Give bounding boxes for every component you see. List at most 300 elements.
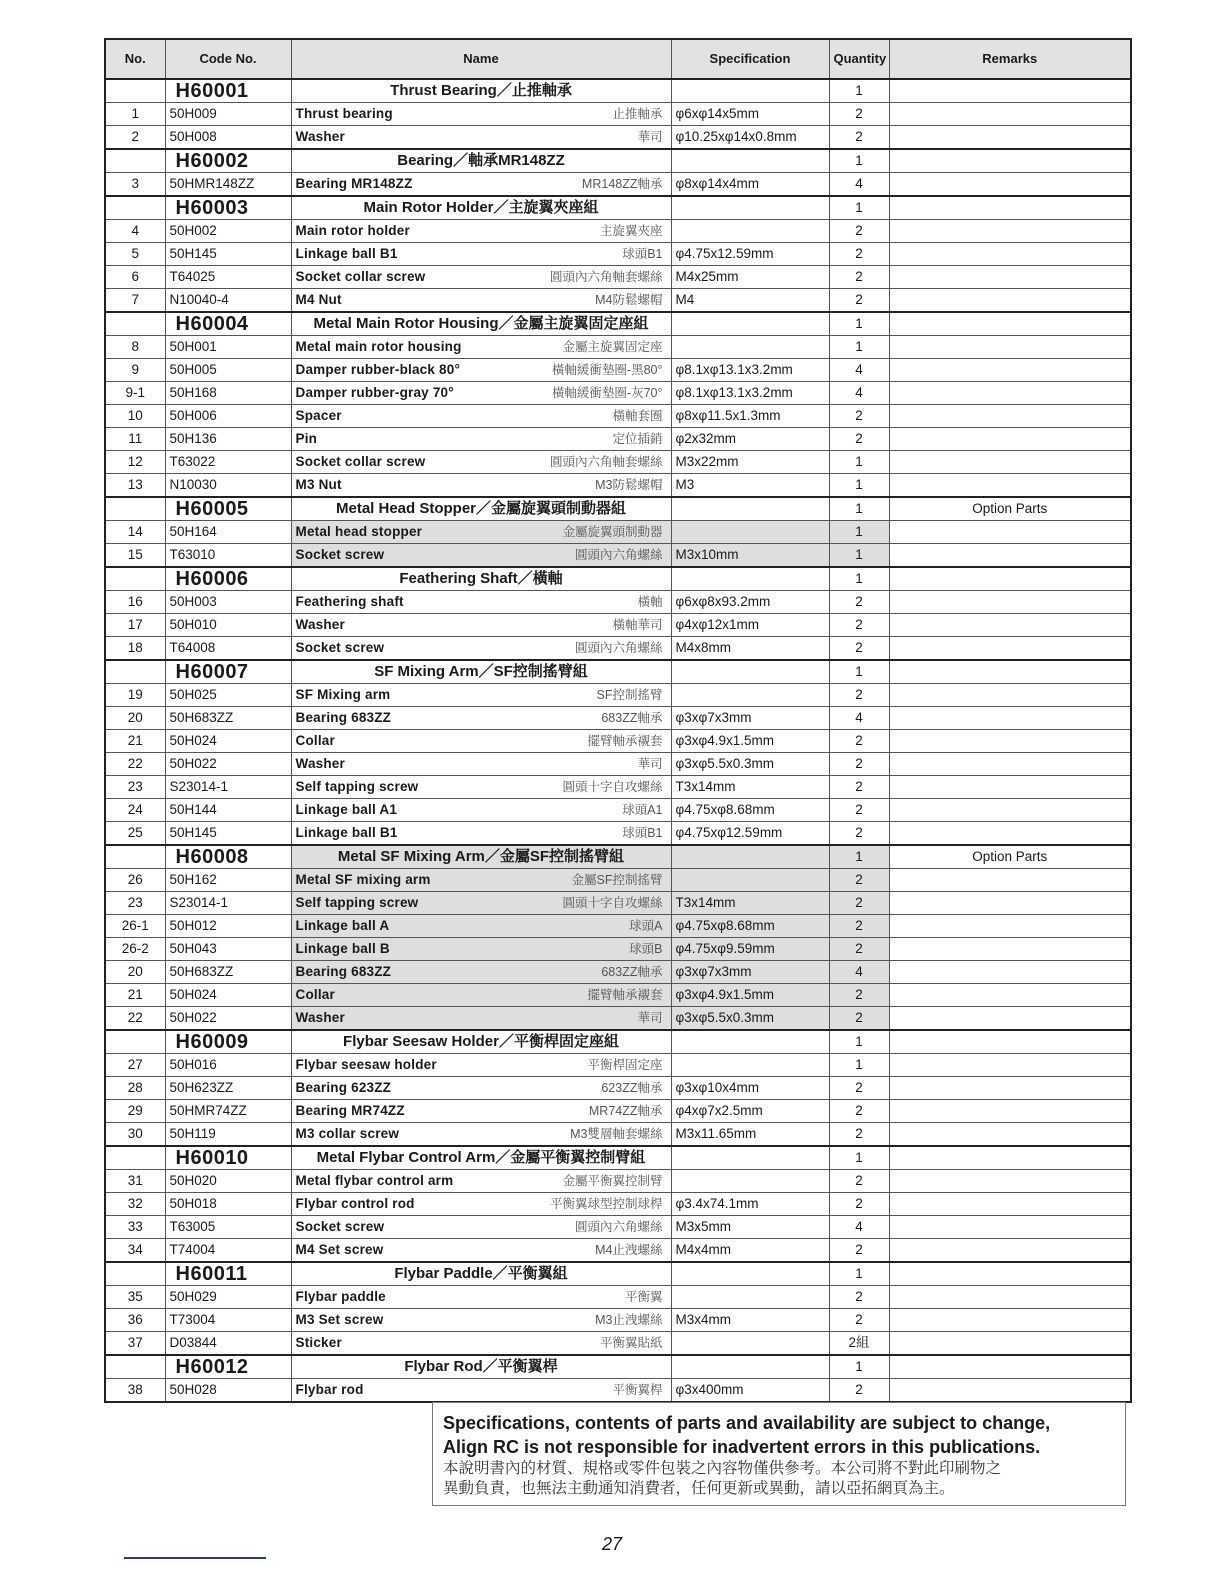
group-quantity: 1 xyxy=(829,1146,889,1170)
group-remarks xyxy=(889,149,1131,173)
parts-table-body xyxy=(105,79,1131,1402)
group-header-row xyxy=(105,79,1131,103)
part-name-en: Collar xyxy=(295,733,335,748)
row-remarks xyxy=(889,1123,1131,1147)
row-spec-cell xyxy=(671,567,829,591)
group-code: H60005 xyxy=(165,497,291,521)
part-name-zh: MR148ZZ軸承 xyxy=(581,177,663,191)
part-name-en: Linkage ball B1 xyxy=(295,825,398,840)
group-header-row xyxy=(105,567,1131,591)
row-quantity: 1 xyxy=(829,336,889,359)
row-spec: φ3.4x74.1mm xyxy=(671,1193,829,1216)
part-name-zh: 圓頭內六角螺絲 xyxy=(574,1220,663,1234)
row-quantity: 2 xyxy=(829,614,889,637)
row-spec: M4x25mm xyxy=(671,266,829,289)
group-code: H60003 xyxy=(165,196,291,220)
part-name-en: Bearing MR148ZZ xyxy=(295,176,413,191)
row-spec-cell xyxy=(671,1262,829,1286)
row-remarks xyxy=(889,1054,1131,1077)
part-name-en: Flybar rod xyxy=(295,1382,364,1397)
row-quantity: 4 xyxy=(829,173,889,197)
row-code: N10030 xyxy=(165,474,291,498)
part-name-zh: 橫軸套圈 xyxy=(612,409,663,423)
group-header-row xyxy=(105,149,1131,173)
row-name xyxy=(291,753,671,776)
part-name-zh: 金屬主旋翼固定座 xyxy=(562,340,663,354)
row-quantity: 2 xyxy=(829,869,889,892)
row-spec-cell xyxy=(671,1355,829,1379)
row-remarks xyxy=(889,451,1131,474)
row-code: 50H145 xyxy=(165,243,291,266)
row-no: 1 xyxy=(105,103,165,126)
table-row xyxy=(105,451,1131,474)
table-header-row xyxy=(105,39,1131,79)
part-name-en: Bearing 623ZZ xyxy=(295,1080,392,1095)
footer-rule xyxy=(124,1557,266,1559)
row-spec: M4x8mm xyxy=(671,637,829,661)
row-name xyxy=(291,266,671,289)
row-name xyxy=(291,405,671,428)
group-code: H60004 xyxy=(165,312,291,336)
table-row xyxy=(105,405,1131,428)
row-quantity: 2 xyxy=(829,915,889,938)
part-name-en: M4 Set screw xyxy=(295,1242,384,1257)
row-code: 50H119 xyxy=(165,1123,291,1147)
part-name-en: Bearing MR74ZZ xyxy=(295,1103,405,1118)
group-remarks xyxy=(889,1355,1131,1379)
group-name: SF Mixing Arm／SF控制搖臂組 xyxy=(291,660,671,684)
row-no: 32 xyxy=(105,1193,165,1216)
row-no: 12 xyxy=(105,451,165,474)
row-code: 50H164 xyxy=(165,521,291,544)
row-spec xyxy=(671,1170,829,1193)
group-code: H60009 xyxy=(165,1030,291,1054)
table-row xyxy=(105,474,1131,498)
group-quantity: 1 xyxy=(829,567,889,591)
part-name-zh: 華司 xyxy=(637,130,663,144)
row-name xyxy=(291,1193,671,1216)
row-quantity: 2 xyxy=(829,103,889,126)
group-code: H60010 xyxy=(165,1146,291,1170)
part-name-zh: 球頭B1 xyxy=(622,826,663,840)
row-remarks xyxy=(889,173,1131,197)
row-no: 20 xyxy=(105,707,165,730)
part-name-zh: 球頭B1 xyxy=(622,247,663,261)
row-name xyxy=(291,220,671,243)
row-code: T64008 xyxy=(165,637,291,661)
row-no: 9-1 xyxy=(105,382,165,405)
row-remarks xyxy=(889,707,1131,730)
row-remarks xyxy=(889,243,1131,266)
row-remarks xyxy=(889,1379,1131,1403)
row-code: T63005 xyxy=(165,1216,291,1239)
part-name-en: Damper rubber-black 80° xyxy=(295,362,461,377)
row-code: 50HMR148ZZ xyxy=(165,173,291,197)
part-name-zh: 圓頭十字自攻螺絲 xyxy=(562,780,663,794)
row-no-cell xyxy=(105,567,165,591)
row-code: 50H018 xyxy=(165,1193,291,1216)
group-quantity: 1 xyxy=(829,1355,889,1379)
part-name-zh: 擺臂軸承襯套 xyxy=(587,988,663,1002)
row-remarks xyxy=(889,1100,1131,1123)
part-name-zh: 圓頭十字自攻螺絲 xyxy=(562,896,663,910)
row-code: 50H002 xyxy=(165,220,291,243)
group-quantity: 1 xyxy=(829,312,889,336)
row-spec-cell xyxy=(671,497,829,521)
row-spec: φ3xφ4.9x1.5mm xyxy=(671,984,829,1007)
row-name xyxy=(291,474,671,498)
row-no: 4 xyxy=(105,220,165,243)
row-no-cell xyxy=(105,149,165,173)
row-code: 50H623ZZ xyxy=(165,1077,291,1100)
row-no-cell xyxy=(105,196,165,220)
row-code: 50H162 xyxy=(165,869,291,892)
row-remarks xyxy=(889,336,1131,359)
group-code: H60011 xyxy=(165,1262,291,1286)
parts-list xyxy=(104,38,1130,1403)
group-name: Main Rotor Holder／主旋翼夾座組 xyxy=(291,196,671,220)
header-spec: Specification xyxy=(671,39,829,79)
row-no: 8 xyxy=(105,336,165,359)
row-no: 15 xyxy=(105,544,165,568)
table-row xyxy=(105,822,1131,846)
row-code: 50HMR74ZZ xyxy=(165,1100,291,1123)
row-remarks xyxy=(889,544,1131,568)
row-code: 50H025 xyxy=(165,684,291,707)
row-code: 50H001 xyxy=(165,336,291,359)
table-row xyxy=(105,428,1131,451)
row-no: 35 xyxy=(105,1286,165,1309)
row-name xyxy=(291,359,671,382)
row-spec xyxy=(671,1054,829,1077)
row-code: 50H144 xyxy=(165,799,291,822)
row-spec: T3x14mm xyxy=(671,892,829,915)
row-remarks xyxy=(889,405,1131,428)
part-name-zh: 平衡翼貼紙 xyxy=(599,1336,663,1350)
table-row xyxy=(105,1193,1131,1216)
row-no: 2 xyxy=(105,126,165,150)
row-remarks xyxy=(889,1309,1131,1332)
row-spec: T3x14mm xyxy=(671,776,829,799)
row-remarks xyxy=(889,1007,1131,1031)
group-remarks: Option Parts xyxy=(889,497,1131,521)
group-name: Metal SF Mixing Arm／金屬SF控制搖臂組 xyxy=(291,845,671,869)
row-no: 29 xyxy=(105,1100,165,1123)
row-no-cell xyxy=(105,845,165,869)
row-remarks xyxy=(889,869,1131,892)
row-no: 5 xyxy=(105,243,165,266)
group-name: Flybar Seesaw Holder／平衡桿固定座組 xyxy=(291,1030,671,1054)
part-name-en: Self tapping screw xyxy=(295,895,419,910)
row-code: 50H145 xyxy=(165,822,291,846)
row-name xyxy=(291,382,671,405)
group-code: H60001 xyxy=(165,79,291,103)
row-quantity: 2 xyxy=(829,822,889,846)
row-name xyxy=(291,730,671,753)
row-no: 25 xyxy=(105,822,165,846)
part-name-en: Spacer xyxy=(295,408,342,423)
header-name: Name xyxy=(291,39,671,79)
part-name-en: Socket screw xyxy=(295,1219,385,1234)
table-row xyxy=(105,776,1131,799)
row-spec xyxy=(671,1332,829,1356)
part-name-en: Linkage ball A xyxy=(295,918,390,933)
group-name: Metal Head Stopper／金屬旋翼頭制動器組 xyxy=(291,497,671,521)
part-name-en: Socket screw xyxy=(295,547,385,562)
row-quantity: 2 xyxy=(829,1100,889,1123)
row-name xyxy=(291,1170,671,1193)
row-no: 30 xyxy=(105,1123,165,1147)
part-name-zh: 擺臂軸承襯套 xyxy=(587,734,663,748)
table-row xyxy=(105,1309,1131,1332)
row-no: 17 xyxy=(105,614,165,637)
row-quantity: 2 xyxy=(829,753,889,776)
row-code: T64025 xyxy=(165,266,291,289)
row-quantity: 2 xyxy=(829,126,889,150)
row-spec: φ4.75xφ9.59mm xyxy=(671,938,829,961)
part-name-en: Socket collar screw xyxy=(295,269,426,284)
row-quantity: 2 xyxy=(829,591,889,614)
row-code: 50H683ZZ xyxy=(165,961,291,984)
row-code: 50H020 xyxy=(165,1170,291,1193)
row-code: T63010 xyxy=(165,544,291,568)
row-spec: φ2x32mm xyxy=(671,428,829,451)
row-no: 7 xyxy=(105,289,165,313)
group-header-row xyxy=(105,1030,1131,1054)
row-name xyxy=(291,822,671,846)
table-row xyxy=(105,961,1131,984)
part-name-zh: M4防鬆螺帽 xyxy=(595,293,663,307)
row-spec: φ4.75xφ8.68mm xyxy=(671,915,829,938)
table-row xyxy=(105,984,1131,1007)
row-name xyxy=(291,1216,671,1239)
row-code: D03844 xyxy=(165,1332,291,1356)
part-name-en: Flybar paddle xyxy=(295,1289,386,1304)
table-row xyxy=(105,382,1131,405)
row-no-cell xyxy=(105,1030,165,1054)
part-name-en: Linkage ball B1 xyxy=(295,246,398,261)
row-spec: φ3xφ7x3mm xyxy=(671,707,829,730)
row-quantity: 2 xyxy=(829,405,889,428)
row-remarks xyxy=(889,730,1131,753)
row-name xyxy=(291,103,671,126)
row-no-cell xyxy=(105,1146,165,1170)
part-name-en: Washer xyxy=(295,1010,345,1025)
row-quantity: 2 xyxy=(829,428,889,451)
group-remarks xyxy=(889,312,1131,336)
part-name-en: Washer xyxy=(295,129,345,144)
row-code: 50H168 xyxy=(165,382,291,405)
parts-table xyxy=(104,38,1132,1403)
row-spec: M3x10mm xyxy=(671,544,829,568)
row-no-cell xyxy=(105,1262,165,1286)
part-name-zh: 橫軸緩衝墊圈-黑80° xyxy=(551,363,663,377)
part-name-zh: 橫軸緩衝墊圈-灰70° xyxy=(551,386,663,400)
group-header-row xyxy=(105,1262,1131,1286)
row-name xyxy=(291,428,671,451)
row-name xyxy=(291,544,671,568)
part-name-zh: 金屬平衡翼控制臂 xyxy=(562,1174,663,1188)
row-quantity: 4 xyxy=(829,1216,889,1239)
row-no: 6 xyxy=(105,266,165,289)
row-no: 23 xyxy=(105,892,165,915)
row-code: 50H012 xyxy=(165,915,291,938)
table-row xyxy=(105,544,1131,568)
row-code: 50H029 xyxy=(165,1286,291,1309)
row-remarks xyxy=(889,1216,1131,1239)
row-remarks xyxy=(889,103,1131,126)
group-quantity: 1 xyxy=(829,149,889,173)
row-remarks xyxy=(889,776,1131,799)
table-row xyxy=(105,637,1131,661)
part-name-en: Collar xyxy=(295,987,335,1002)
row-remarks xyxy=(889,1077,1131,1100)
row-name xyxy=(291,707,671,730)
row-no-cell xyxy=(105,660,165,684)
part-name-en: Bearing 683ZZ xyxy=(295,710,392,725)
table-row xyxy=(105,1100,1131,1123)
part-name-en: Metal main rotor housing xyxy=(295,339,462,354)
part-name-zh: 球頭A1 xyxy=(622,803,663,817)
row-quantity: 2 xyxy=(829,1077,889,1100)
row-name xyxy=(291,1077,671,1100)
group-remarks: Option Parts xyxy=(889,845,1131,869)
row-quantity: 2 xyxy=(829,637,889,661)
row-spec-cell xyxy=(671,196,829,220)
header-no: No. xyxy=(105,39,165,79)
group-header-row xyxy=(105,312,1131,336)
disclaimer-en-line-2: Align RC is not responsible for inadvertent errors in this publications. xyxy=(443,1437,1041,1457)
table-row xyxy=(105,1077,1131,1100)
row-code: T63022 xyxy=(165,451,291,474)
row-quantity: 2 xyxy=(829,730,889,753)
row-no: 27 xyxy=(105,1054,165,1077)
row-spec-cell xyxy=(671,312,829,336)
part-name-en: M3 Set screw xyxy=(295,1312,384,1327)
row-no: 31 xyxy=(105,1170,165,1193)
row-code: 50H003 xyxy=(165,591,291,614)
row-remarks xyxy=(889,1193,1131,1216)
row-no: 10 xyxy=(105,405,165,428)
row-quantity: 1 xyxy=(829,1054,889,1077)
part-name-zh: 平衡翼桿 xyxy=(612,1383,663,1397)
row-spec xyxy=(671,336,829,359)
row-spec: M3x11.65mm xyxy=(671,1123,829,1147)
row-name xyxy=(291,799,671,822)
row-code: 50H022 xyxy=(165,1007,291,1031)
group-code: H60008 xyxy=(165,845,291,869)
group-remarks xyxy=(889,79,1131,103)
row-code: 50H043 xyxy=(165,938,291,961)
row-quantity: 2 xyxy=(829,1286,889,1309)
row-code: 50H028 xyxy=(165,1379,291,1403)
group-quantity: 1 xyxy=(829,79,889,103)
row-no: 26-2 xyxy=(105,938,165,961)
group-remarks xyxy=(889,1030,1131,1054)
row-code: 50H010 xyxy=(165,614,291,637)
group-remarks xyxy=(889,660,1131,684)
part-name-en: Linkage ball B xyxy=(295,941,390,956)
row-spec: φ10.25xφ14x0.8mm xyxy=(671,126,829,150)
row-spec xyxy=(671,220,829,243)
row-quantity: 2 xyxy=(829,1123,889,1147)
row-quantity: 2 xyxy=(829,289,889,313)
part-name-zh: 華司 xyxy=(637,757,663,771)
row-no: 36 xyxy=(105,1309,165,1332)
part-name-en: Washer xyxy=(295,756,345,771)
part-name-en: SF Mixing arm xyxy=(295,687,391,702)
part-name-zh: 圓頭內六角螺絲 xyxy=(574,548,663,562)
disclaimer-en-line-1: Specifications, contents of parts and availability are subject to change, xyxy=(443,1413,1051,1433)
row-no: 26 xyxy=(105,869,165,892)
row-spec: φ8.1xφ13.1x3.2mm xyxy=(671,382,829,405)
row-spec: φ3xφ10x4mm xyxy=(671,1077,829,1100)
part-name-en: Thrust bearing xyxy=(295,106,393,121)
row-name xyxy=(291,684,671,707)
table-row xyxy=(105,1379,1131,1403)
row-name xyxy=(291,1239,671,1263)
group-name: Flybar Rod／平衡翼桿 xyxy=(291,1355,671,1379)
group-code: H60006 xyxy=(165,567,291,591)
row-name xyxy=(291,776,671,799)
row-no: 23 xyxy=(105,776,165,799)
row-remarks xyxy=(889,915,1131,938)
row-spec: φ3xφ5.5x0.3mm xyxy=(671,753,829,776)
row-remarks xyxy=(889,1170,1131,1193)
row-quantity: 2 xyxy=(829,1193,889,1216)
row-spec: M3 xyxy=(671,474,829,498)
row-spec xyxy=(671,684,829,707)
row-remarks xyxy=(889,591,1131,614)
row-quantity: 2 xyxy=(829,1309,889,1332)
row-code: T73004 xyxy=(165,1309,291,1332)
table-row xyxy=(105,1332,1131,1356)
row-remarks xyxy=(889,474,1131,498)
group-name: Bearing／軸承MR148ZZ xyxy=(291,149,671,173)
part-name-en: M3 collar screw xyxy=(295,1126,400,1141)
row-name xyxy=(291,336,671,359)
part-name-zh: 平衡翼 xyxy=(624,1290,663,1304)
table-row xyxy=(105,753,1131,776)
row-name xyxy=(291,173,671,197)
row-name xyxy=(291,126,671,150)
row-no: 26-1 xyxy=(105,915,165,938)
row-spec xyxy=(671,1286,829,1309)
row-name xyxy=(291,915,671,938)
row-no-cell xyxy=(105,312,165,336)
group-quantity: 1 xyxy=(829,1030,889,1054)
row-code: S23014-1 xyxy=(165,776,291,799)
part-name-zh: 主旋翼夾座 xyxy=(599,224,663,238)
part-name-zh: 華司 xyxy=(637,1011,663,1025)
group-remarks xyxy=(889,1146,1131,1170)
row-quantity: 2 xyxy=(829,892,889,915)
part-name-zh: M4止洩螺絲 xyxy=(595,1243,663,1257)
header-remarks: Remarks xyxy=(889,39,1131,79)
row-code: 50H006 xyxy=(165,405,291,428)
row-spec: φ4xφ7x2.5mm xyxy=(671,1100,829,1123)
part-name-zh: 金屬旋翼頭制動器 xyxy=(562,525,663,539)
group-code: H60007 xyxy=(165,660,291,684)
disclaimer-zh-line-2: 異動負責，也無法主動通知消費者，任何更新或異動，請以亞拓網頁為主。 xyxy=(443,1480,955,1497)
table-row xyxy=(105,614,1131,637)
row-spec xyxy=(671,521,829,544)
part-name-en: Metal flybar control arm xyxy=(295,1173,454,1188)
row-name xyxy=(291,1123,671,1147)
table-row xyxy=(105,521,1131,544)
row-remarks xyxy=(889,822,1131,846)
disclaimer-zh-line-1: 本說明書內的材質、規格或零件包裝之內容物僅供參考。本公司將不對此印刷物之 xyxy=(443,1460,1002,1477)
